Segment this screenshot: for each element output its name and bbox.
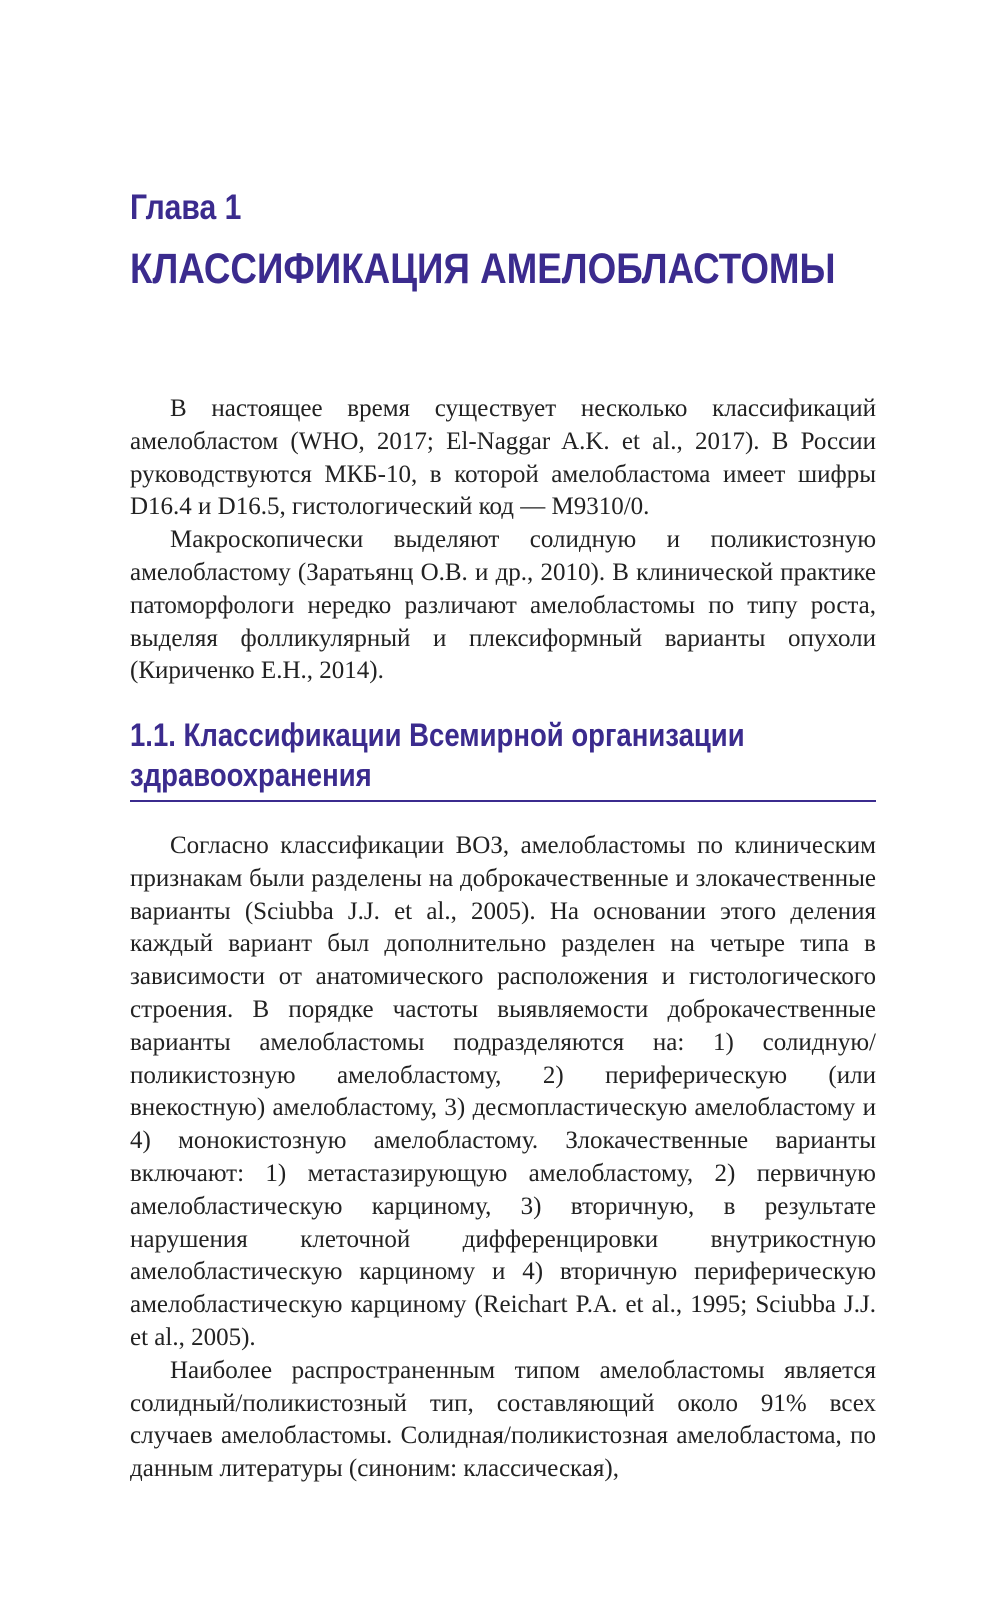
section-divider [130,800,876,802]
intro-text [130,393,876,688]
chapter-title: КЛАССИФИКАЦИЯ АМЕЛОБЛАСТОМЫ [130,245,836,293]
paragraph: Макроскопически выделяют солидную и поликистозную амелобластому (Заратьянц О.В. и др., 2010). В клинической практике патоморфологи нередко различают амелобластомы по типу роста, выделяя фолликулярный и плексиформный варианты опухоли (Кириченко Е.Н., 2014). [130,526,876,685]
section-text [130,830,876,1486]
section-title-line: 1.1. Классификации Всемирной организации [130,717,745,753]
paragraph: Наиболее распространенным типом амелобластомы является солидный/поликистозный тип, составляющий около 91% всех случаев амелобластомы. Солидная/поликистозная амелобластома, по данным литературы (синоним: классическая), [130,1356,876,1483]
paragraph: Согласно классификации ВОЗ, амелобластомы по клиническим признакам были разделены на доброкачественные и злокачественные варианты (Sciubba J.J. et al., 2005). На основании этого деления каждый вариант был дополнительно разделен на четыре типа в зависимости от анатомического расположения и гистологического строения. В порядке частоты выявляемости доброкачественные варианты амелобластомы подразделяются на: 1) солидную/поликистозную амелобластому, 2) периферическую (или внекостную) амелобластому, 3) десмопластическую амелобластому и 4) монокистозную амелобластому. Злокачественные варианты включают: 1) метастазирующую амелобластому, 2) первичную амелобластическую карциному, 3) вторичную, в результате нарушения клеточной дифференцировки внутрикостную амелобластическую карциному и 4) вторичную периферическую амелобластическую карциному (Reichart P.A. et al., 1995; Sciubba J.J. et al., 2005). [130,832,876,1351]
section-title [130,715,876,795]
paragraph: В настоящее время существует несколько классификаций амелобластом (WHO, 2017; El-Naggar A.K. et al., 2017). В России руководствуются МКБ-10, в которой амелобластома имеет шифры D16.4 и D16.5, гистологический код — M9310/0. [130,395,876,521]
section-title-line: здравоохранения [130,757,372,793]
chapter-label: Глава 1 [130,188,242,227]
